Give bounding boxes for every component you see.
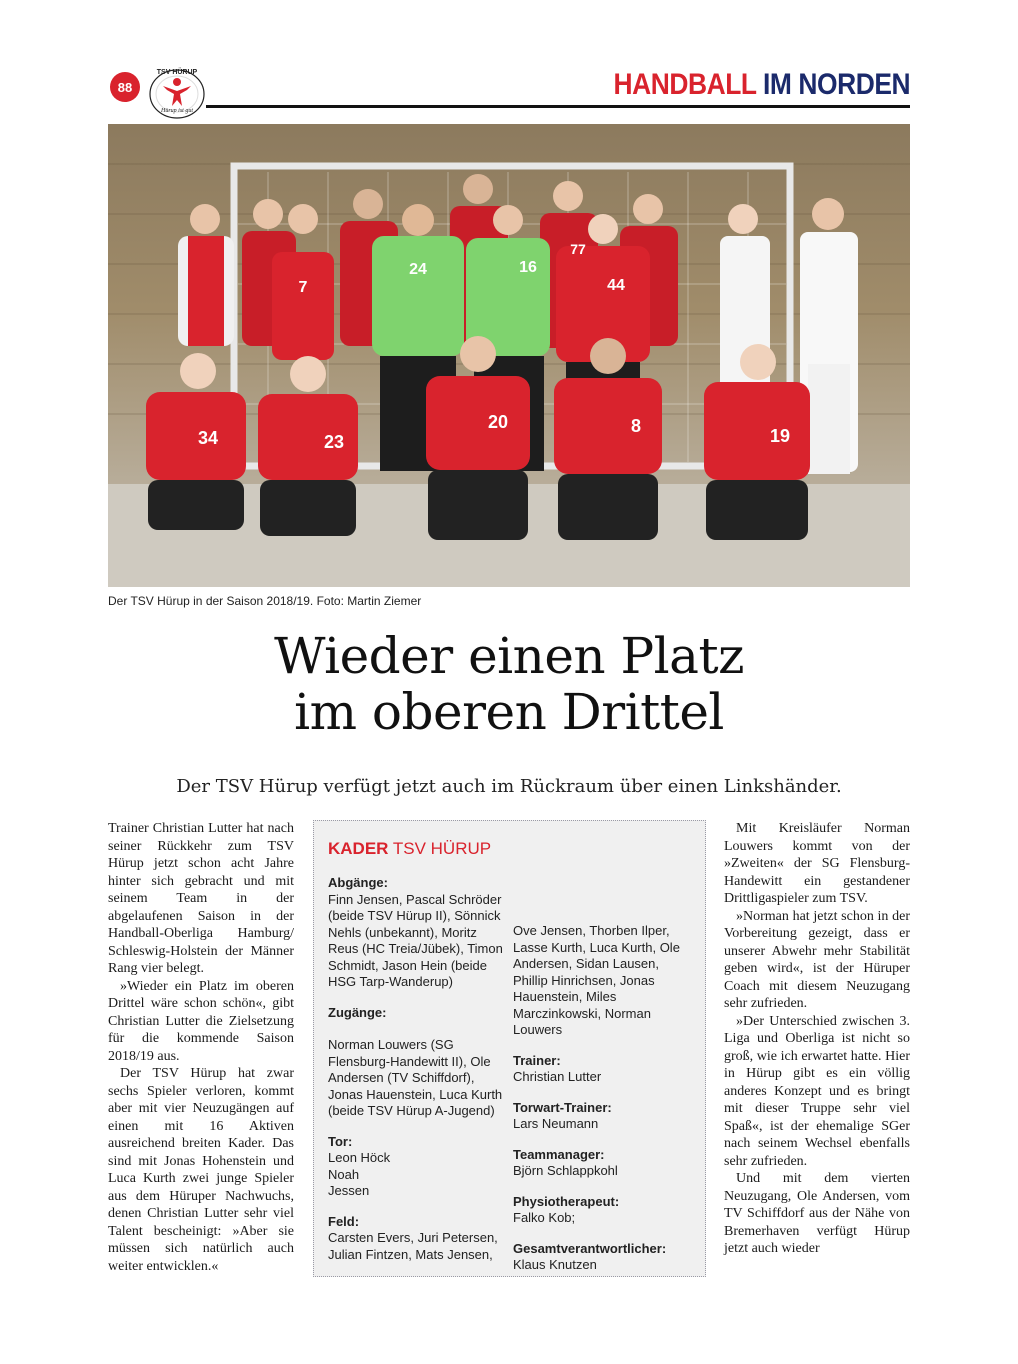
- kader-title-bold: KADER: [328, 839, 389, 858]
- logo-text-bottom: Hürup ist gut: [160, 108, 193, 114]
- paragraph: Trainer Christian Lutter hat nach seiner Rückkehr zum TSV Hürup jetzt schon acht Jahre hinter sich gebracht und mit seinem Team in der abgelaufenen Saison in der Handball-Oberliga Hamburg/ Schleswig-Holstein der Männer Rang vier belegt.: [108, 821, 294, 976]
- teammanager-label: Teammanager:: [513, 1146, 605, 1162]
- subheadline: Der TSV Hürup verfügt jetzt auch im Rückraum über einen Linkshänder.: [176, 776, 842, 797]
- paragraph: »Norman hat jetzt schon in der Vorbereitung gezeigt, dass er unserer Abwehr mehr Stabilität geben wird«, ist der Hüruper Coach mit diesem Neuzugang sehr zufrieden.: [724, 908, 910, 1011]
- jersey-number: 34: [197, 428, 219, 448]
- gesamtverantwortlicher-label: Gesamtverantwortlicher:: [513, 1240, 667, 1256]
- team-photo-illustration: [108, 124, 910, 587]
- trainer-name: Christian Lutter: [513, 1069, 602, 1084]
- teammanager-name: Björn Schlappkohl: [513, 1163, 618, 1178]
- jersey-number: 23: [323, 432, 345, 452]
- section-title-red: HANDBALL: [613, 68, 756, 101]
- feld-list-continued: Ove Jensen, Thorben Ilper, Lasse Kurth, Luca Kurth, Ole Andersen, Sidan Lausen, Phillip Hinrichsen, Jonas Hauenstein, Miles Marczinkowski, Norman Louwers: [513, 923, 680, 1037]
- kader-column-left: [328, 875, 506, 1274]
- zugaenge-label: Zugänge:: [328, 1004, 387, 1020]
- zugaenge-list: Norman Louwers (SG Flensburg-Handewitt II), Ole Andersen (TV Schiffdorf), Jonas Hauenstein, Luca Kurth (beide TSV Hürup A-Jugend): [328, 1037, 503, 1118]
- jersey-number: 24: [409, 261, 427, 278]
- kader-column-right: [513, 923, 691, 1274]
- gesamtverantwortlicher-name: Klaus Knutzen: [513, 1257, 597, 1272]
- jersey-number: 16: [519, 259, 537, 276]
- torwart-trainer-name: Lars Neumann: [513, 1116, 599, 1131]
- headline-line-1: Wieder einen Platz: [274, 627, 744, 685]
- header-rule: [206, 105, 910, 108]
- abgaenge-list: Finn Jensen, Pascal Schröder (beide TSV Hürup II), Sönnick Nehls (unbekannt), Moritz Reus (HC Treia/Jübek), Timon Schmidt, Jason Hein (beide HSG Tarp-Wanderup): [328, 891, 503, 989]
- section-title-blue: IM NORDEN: [762, 68, 910, 101]
- paragraph: »Wieder ein Platz im oberen Drittel wäre schon schön«, gibt Christian Lutter die Zielsetzung für die kommende Saison 2018/19 aus.: [108, 978, 294, 1064]
- trainer-label: Trainer:: [513, 1052, 561, 1068]
- jersey-number: 8: [630, 416, 642, 436]
- tor-label: Tor:: [328, 1133, 353, 1149]
- club-logo: [146, 64, 208, 122]
- headline: [108, 628, 910, 740]
- page-number: 88: [110, 72, 140, 102]
- jersey-number: 19: [769, 426, 791, 446]
- feld-label: Feld:: [328, 1213, 360, 1229]
- team-photo: [108, 124, 910, 587]
- paragraph: »Der Unterschied zwischen 3. Liga und Oberliga ist nicht so groß, wie ich erwartet hatte. Hier in Hürup gibt es ein völlig anderes Konzept und es bringt mit dieser Truppe sehr viel Spaß«, ist der ehemalige SGer nach seinem Wechsel ebenfalls sehr zufrieden.: [724, 1013, 910, 1169]
- paragraph: Mit Kreisläufer Norman Louwers kommt von der »Zweiten« der SG Flensburg-Handewitt ein gestandener Drittligaspieler zum TSV.: [724, 821, 910, 906]
- kader-box: [313, 820, 706, 1277]
- physiotherapeut-label: Physiotherapeut:: [513, 1193, 620, 1209]
- physiotherapeut-name: Falko Kob;: [513, 1210, 576, 1225]
- photo-caption: Der TSV Hürup in der Saison 2018/19. Foto: Martin Ziemer: [108, 594, 422, 608]
- jersey-number: 7: [298, 279, 308, 296]
- article-column-left: [108, 820, 294, 1275]
- article-column-right: [724, 820, 910, 1258]
- jersey-number: 20: [487, 412, 509, 432]
- kader-title-rest: TSV HÜRUP: [392, 839, 492, 858]
- jersey-number: 44: [607, 277, 625, 294]
- section-title: [613, 68, 910, 102]
- tor-list: Leon Höck Noah Jessen: [328, 1150, 391, 1198]
- abgaenge-label: Abgänge:: [328, 875, 388, 890]
- headline-line-2: im oberen Drittel: [294, 683, 724, 741]
- feld-list: Carsten Evers, Juri Petersen, Julian Fintzen, Mats Jensen,: [328, 1230, 498, 1262]
- paragraph: Der TSV Hürup hat zwar sechs Spieler verloren, kommt aber mit vier Neuzugängen auf einen mit 16 Aktiven ausreichend breiten Kader. Das sind mit Jonas Hohenstein und Luca Kurth zwei junge Spieler aus dem Hüruper Nachwuchs, denen Christian Lutter sehr viel Talent bescheinigt: »Aber sie müssen sich natürlich auch weiter entwicklen.«: [108, 1066, 294, 1274]
- torwart-trainer-label: Torwart-Trainer:: [513, 1099, 612, 1115]
- kader-title: [328, 839, 691, 859]
- paragraph: Und mit dem vierten Neuzugang, Ole Andersen, vom TV Schiffdorf aus der Nähe von Bremerhaven verfügt Hürup jetzt auch wieder: [724, 1171, 910, 1256]
- logo-text-top: TSV HÜRUP: [156, 69, 198, 76]
- jersey-number: 77: [570, 241, 586, 257]
